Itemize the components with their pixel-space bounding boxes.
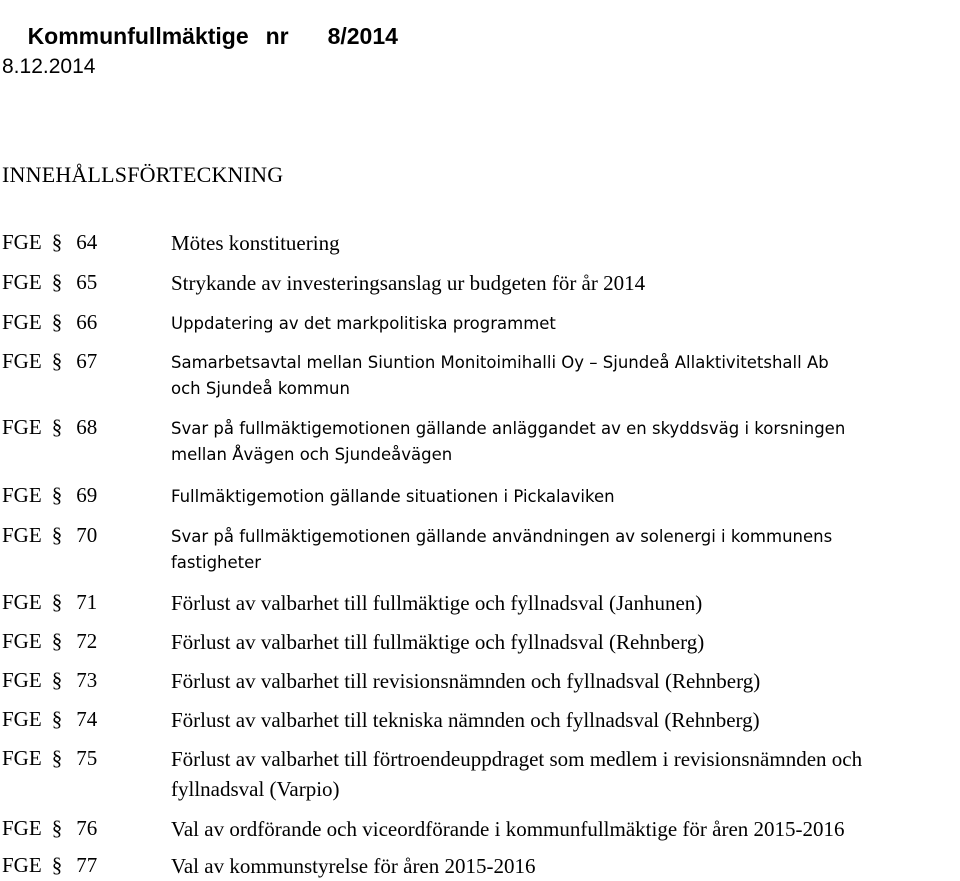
toc-entry-title [171, 851, 960, 881]
toc-entry-title [171, 627, 960, 657]
toc-entry-number: 65 [76, 270, 98, 294]
toc-entry-number: 71 [76, 590, 98, 614]
section-symbol: § [51, 590, 63, 614]
toc-entry-number: 73 [76, 668, 98, 692]
toc-entry-title [171, 666, 960, 696]
toc-entry-prefix: FGE [2, 270, 42, 294]
toc-entry-prefix: FGE [2, 483, 42, 507]
section-symbol: § [51, 707, 63, 731]
toc-entry-title [171, 705, 960, 735]
toc-entry-prefix: FGE [2, 590, 42, 614]
meeting-date: 8.12.2014 [2, 55, 96, 78]
toc-entry-code [2, 707, 97, 732]
toc-entry-title-line: Förlust av valbarhet till förtroendeuppdraget som medlem i revisionsnämnden och [171, 747, 863, 771]
toc-entry-title [171, 228, 960, 258]
toc-entry-code [2, 415, 97, 440]
header-number: 8/2014 [327, 23, 398, 49]
toc-entry-code [2, 629, 97, 654]
section-symbol: § [51, 629, 63, 653]
toc-entry-code [2, 853, 97, 878]
toc-entry-title [171, 311, 960, 337]
toc-entry-code [2, 746, 97, 771]
section-symbol: § [51, 230, 63, 254]
toc-entry-prefix: FGE [2, 816, 42, 840]
toc-entry-title-line: Mötes konstituering [171, 231, 340, 255]
toc-entry-number: 67 [76, 349, 98, 373]
toc-entry-number: 69 [76, 483, 98, 507]
toc-entry-number: 66 [76, 310, 98, 334]
toc-entry-number: 74 [76, 707, 98, 731]
toc-entry-title-line: Svar på fullmäktigemotionen gällande anläggandet av en skyddsväg i korsningen [171, 419, 846, 438]
toc-entry-title-line: Förlust av valbarhet till tekniska nämnden och fyllnadsval (Rehnberg) [171, 708, 760, 732]
toc-entry-title-line: Samarbetsavtal mellan Siuntion Monitoimihalli Oy – Sjundeå Allaktivitetshall Ab [171, 353, 829, 372]
toc-entry-title [171, 416, 960, 468]
toc-entry-code [2, 668, 97, 693]
toc-entry-title-line: Uppdatering av det markpolitiska programmet [171, 314, 556, 333]
toc-entry-title-line: fyllnadsval (Varpio) [171, 777, 340, 801]
toc-entry-number: 70 [76, 523, 98, 547]
toc-entry-number: 64 [76, 230, 98, 254]
toc-entry-title [171, 268, 960, 298]
toc-entry-title-line: mellan Åvägen och Sjundeåvägen [171, 445, 453, 464]
toc-entry-code [2, 349, 97, 374]
toc-entry-title [171, 744, 960, 804]
toc-entry-title-line: Förlust av valbarhet till revisionsnämnden och fyllnadsval (Rehnberg) [171, 669, 761, 693]
section-symbol: § [51, 746, 63, 770]
toc-entry-code [2, 816, 97, 841]
toc-entry-title [171, 588, 960, 618]
section-symbol: § [51, 816, 63, 840]
toc-entry-title-line: Förlust av valbarhet till fullmäktige och fyllnadsval (Rehnberg) [171, 630, 705, 654]
toc-entry-prefix: FGE [2, 415, 42, 439]
toc-entry-title-line: Svar på fullmäktigemotionen gällande användningen av solenergi i kommunens [171, 527, 833, 546]
toc-entry-title [171, 350, 960, 402]
section-symbol: § [51, 853, 63, 877]
header-nr-label: nr [265, 23, 289, 49]
toc-entry-title [171, 524, 960, 576]
toc-entry-number: 68 [76, 415, 98, 439]
section-symbol: § [51, 668, 63, 692]
section-symbol: § [51, 415, 63, 439]
toc-entry-code [2, 310, 97, 335]
toc-entry-title-line: och Sjundeå kommun [171, 379, 350, 398]
toc-entry-prefix: FGE [2, 707, 42, 731]
toc-entry-prefix: FGE [2, 668, 42, 692]
toc-entry-title-line: Strykande av investeringsanslag ur budgeten för år 2014 [171, 271, 646, 295]
toc-entry-title-line: fastigheter [171, 553, 262, 572]
toc-entry-title [171, 484, 960, 510]
toc-entry-prefix: FGE [2, 230, 42, 254]
section-symbol: § [51, 349, 63, 373]
toc-heading: INNEHÅLLSFÖRTECKNING [2, 162, 284, 187]
toc-entry-prefix: FGE [2, 629, 42, 653]
toc-entry-prefix: FGE [2, 523, 42, 547]
toc-entry-code [2, 523, 97, 548]
header-title: Kommunfullmäktige [27, 23, 249, 49]
toc-entry-prefix: FGE [2, 349, 42, 373]
toc-entry-prefix: FGE [2, 746, 42, 770]
section-symbol: § [51, 483, 63, 507]
toc-entry-title-line: Val av ordförande och viceordförande i kommunfullmäktige för åren 2015-2016 [171, 817, 845, 841]
toc-entry-title-line: Val av kommunstyrelse för åren 2015-2016 [171, 854, 536, 878]
toc-entry-prefix: FGE [2, 853, 42, 877]
toc-entry-code [2, 270, 97, 295]
section-symbol: § [51, 523, 63, 547]
section-symbol: § [51, 310, 63, 334]
toc-entry-code [2, 483, 97, 508]
toc-entry-title-line: Förlust av valbarhet till fullmäktige och fyllnadsval (Janhunen) [171, 591, 703, 615]
toc-entry-prefix: FGE [2, 310, 42, 334]
toc-entry-title [171, 814, 960, 844]
toc-entry-number: 75 [76, 746, 98, 770]
toc-entry-number: 76 [76, 816, 98, 840]
toc-entry-number: 77 [76, 853, 98, 877]
section-symbol: § [51, 270, 63, 294]
toc-entry-code [2, 230, 97, 255]
toc-entry-title-line: Fullmäktigemotion gällande situationen i Pickalaviken [171, 487, 615, 506]
toc-entry-code [2, 590, 97, 615]
toc-entry-number: 72 [76, 629, 98, 653]
